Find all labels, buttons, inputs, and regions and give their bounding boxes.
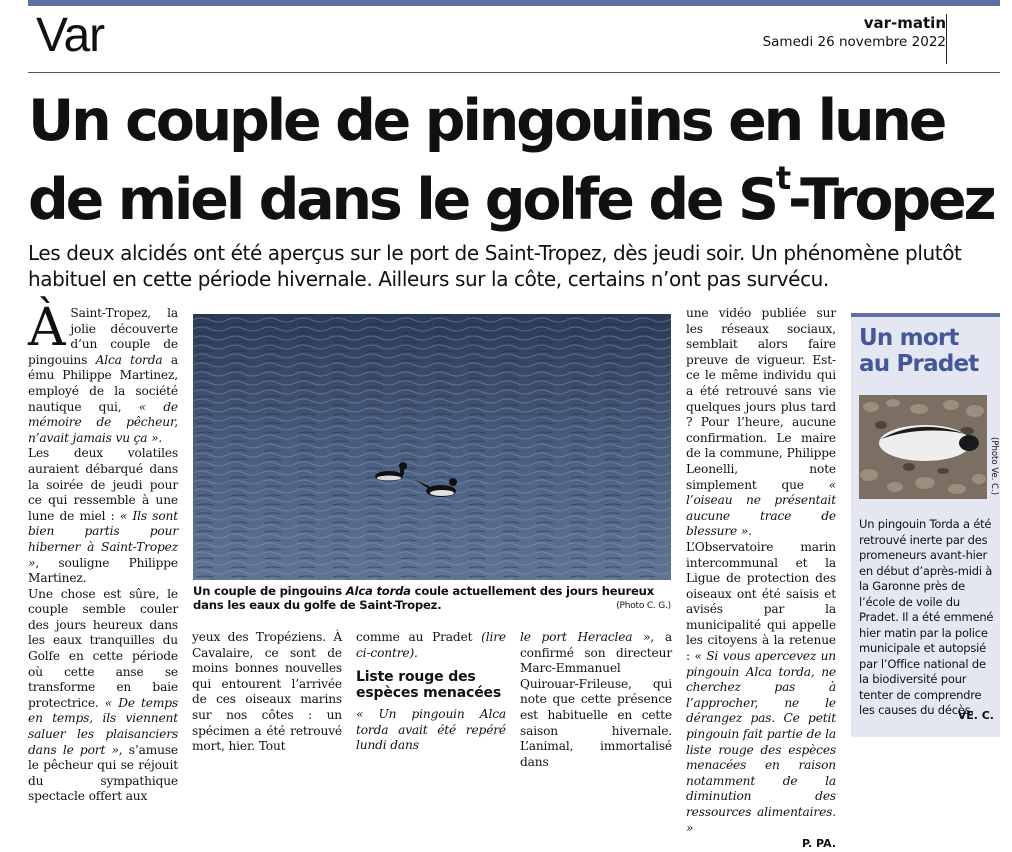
- photo-caption: [193, 584, 671, 612]
- col5-p1-text: une vidéo publiée sur les réseaux sociaux, semblait alors faire preuve de vigueur. Est-ce le même individu qui a été retrouvé sans vie quelques jours plus tard ? Pour l’heure, aucune confirmation. Le maire de la commune, Philippe Leonelli, note simplement que: [686, 306, 836, 492]
- masthead: [763, 14, 946, 50]
- article-column-1: [28, 298, 179, 805]
- paragraph-2: [28, 446, 178, 586]
- article-photo-penguins: [193, 314, 671, 580]
- section-title: Var: [36, 9, 105, 62]
- p2-quote: « Ils sont bien partis pour hiberner à Saint-Tropez »: [28, 508, 178, 570]
- headline-line-1: Un couple de pingouins en lune: [28, 88, 945, 154]
- p3-text-a: Une chose est sûre, le couple semble couler des jours heureux dans les eaux tranquilles du Golfe en cette période où cette anse se transforme en baie protectrice.: [28, 586, 178, 710]
- headline-line-2b: -Tropez: [788, 167, 994, 233]
- column-3-quote: [356, 707, 506, 754]
- column-2-text: yeux des Tropéziens. À Cavalaire, ce sont de moins bonnes nouvelles qui entourent l’arrivée de ces oiseaux marins sur nos côtes : un spécimen a été retrouvé mort, hier. Tout: [192, 630, 342, 754]
- col5-p2-text: L’Observatoire marin intercommunal et la Ligue de protection des oiseaux ont été saisis et avisés par la municipalité qui appelle les citoyens à la retenue :: [686, 539, 836, 664]
- header-rule: [28, 72, 1000, 73]
- sidebar-box: [851, 313, 1000, 737]
- sidebar-title-line-2: au Pradet: [859, 351, 979, 377]
- p2-text-b: , souligne Philippe Martinez.: [28, 555, 178, 586]
- caption-text-b: coule actuellement des jours heureux dans les eaux du golfe de Saint-Tropez.: [193, 584, 654, 612]
- photo-credit: (Photo C. G.): [616, 601, 671, 611]
- sidebar-title: [859, 325, 1000, 377]
- column-4-text: [520, 630, 672, 770]
- p2-text-a: Les deux volatiles auraient débarqué dans la soirée de jeudi pour ce qui ressemble à une lune de miel :: [28, 446, 178, 523]
- masthead-divider: [946, 14, 947, 64]
- publication-date: Samedi 26 novembre 2022: [762, 34, 946, 50]
- sidebar-photo-dead-penguin: [859, 395, 987, 499]
- col4-port-name: le port Heraclea: [520, 630, 633, 644]
- col3-quote-text: « Un pingouin Alca torda avait été repéré lundi dans: [356, 707, 506, 753]
- paragraph-1: [28, 298, 179, 446]
- sea-water-illustration: [193, 314, 671, 580]
- article-column-2: [192, 630, 342, 755]
- article-standfirst: Les deux alcidés ont été aperçus sur le port de Saint-Tropez, dès jeudi soir. Un phénomène plutôt habituel en cette période hivernale. Ailleurs sur la côte, certains n’ont pas survécu.: [28, 241, 962, 291]
- p1-species: Alca torda: [95, 352, 163, 367]
- paragraph-3: [28, 587, 178, 805]
- col5-paragraph-2: [686, 540, 836, 836]
- article-signature: P. PA.: [802, 837, 836, 851]
- p1-text-a: Saint-Tropez, la jolie découverte d’un couple de pingouins: [28, 306, 178, 367]
- pebbles-illustration: [859, 395, 987, 499]
- caption-text-a: Un couple de pingouins: [193, 584, 346, 598]
- col3-reference: (lire ci-contre).: [356, 630, 506, 660]
- sidebar-signature: VE. C.: [957, 709, 994, 722]
- article-column-5: [686, 306, 836, 852]
- p1-text-b: a ému Philippe Martinez, employé de la société nautique qui,: [28, 352, 179, 414]
- article-headline: [28, 88, 1000, 234]
- headline-superscript: t: [775, 159, 789, 197]
- column-3-text: [356, 630, 506, 661]
- col5-paragraph-1: [686, 306, 836, 540]
- col5-p2-quote: « Si vous apercevez un pingouin Alca torda, ne cherchez pas à l’approcher, ne le dérangez pas. Ce petit pingouin fait partie de la liste rouge des espèces menacées en raison notamment de la diminution des ressources alimentaires. »: [686, 649, 837, 835]
- newspaper-brand: var-matin: [863, 14, 946, 32]
- sidebar-photo-credit: (Photo Ve. C.): [989, 437, 999, 496]
- sidebar-title-line-1: Un mort: [859, 325, 959, 351]
- headline-line-2a: de miel dans le golfe de S: [28, 167, 776, 233]
- top-accent-bar: [28, 0, 1000, 6]
- col4-text: », a confirmé son directeur Marc-Emmanuel Quirouar-Frileuse, qui note que cette présence est habituelle en cette saison hivernale. L’animal, immortalisé dans: [520, 630, 672, 769]
- caption-species: Alca torda: [345, 584, 411, 598]
- subheading-red-list: Liste rouge des espèces menacées: [356, 669, 502, 702]
- article-column-3: [356, 630, 506, 754]
- col5-p1-quote: « l’oiseau ne présentait aucune trace de blessure ».: [686, 477, 836, 539]
- article-column-4: [520, 630, 672, 770]
- p3-text-b: , s’amuse le pêcheur qui se réjouit du sympathique spectacle offert aux: [28, 742, 178, 804]
- sidebar-text: Un pingouin Torda a été retrouvé inerte par des promeneurs avant-hier en début d’après-midi à la Garonne près de l’école de voile du Pradet. Il a été emmené hier matin par la police municipale et autopsié par l’Office national de la biodiversité pour tenter de comprendre les causes du décès.: [859, 517, 994, 717]
- p1-quote: « de mémoire de pêcheur, n’avait jamais vu ça ».: [28, 399, 178, 445]
- p3-quote: « De temps en temps, ils viennent saluer les plaisanciers dans le port »: [28, 695, 178, 757]
- col3-text: comme au Pradet: [356, 630, 482, 644]
- drop-cap: À: [28, 298, 66, 358]
